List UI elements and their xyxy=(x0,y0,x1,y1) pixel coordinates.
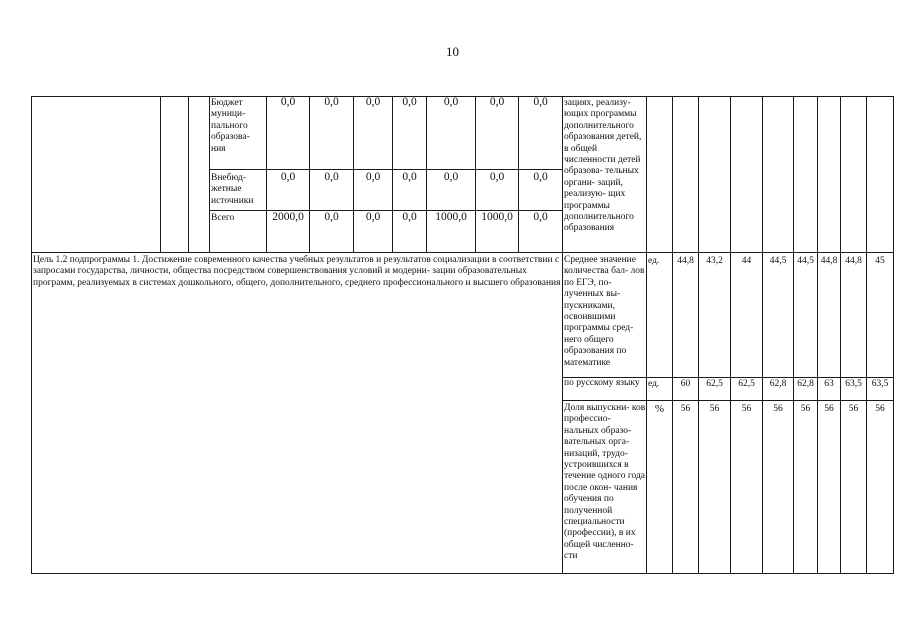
table-bottom-border xyxy=(31,573,893,574)
value-cell: 0,0 xyxy=(533,212,548,223)
value-cell: 0,0 xyxy=(324,212,339,223)
indicator-value: 62,5 xyxy=(706,379,723,389)
value-cell: 0,0 xyxy=(443,97,459,108)
indicator-value: 56 xyxy=(875,404,885,414)
row-divider xyxy=(562,400,893,401)
value-cell: 0,0 xyxy=(324,97,339,108)
value-cell: 0,0 xyxy=(489,97,505,108)
indicator-value: 56 xyxy=(680,404,691,414)
value-cell: 1000,0 xyxy=(435,212,467,223)
value-cell: 0,0 xyxy=(280,172,296,183)
row-divider xyxy=(31,252,893,253)
col-divider xyxy=(646,96,647,574)
value-cell: 0,0 xyxy=(402,97,417,108)
page-number: 10 xyxy=(446,44,459,59)
goal-text: Цель 1.2 подпрограммы 1. Достижение современного качества учебных результатов и результатов социализации в соответствии с запросами государства, личности, общества посредством совершенствования условий и модерни- зации образовательных программ, реализуемых в системах дошкольного, общего, дополнительного, среднего профессионального и высшего образования xyxy=(33,255,561,288)
indicator-value: 56 xyxy=(773,404,783,414)
col-divider xyxy=(160,96,161,252)
indicator-unit: ед. xyxy=(648,379,660,389)
row-divider xyxy=(209,169,562,170)
indicator-value: 44,8 xyxy=(677,256,694,266)
col-divider xyxy=(730,96,731,574)
table-right-border xyxy=(893,96,894,574)
indicator-value: 45 xyxy=(875,256,885,266)
indicator-value: 56 xyxy=(741,404,752,414)
indicator-value: 60 xyxy=(680,379,691,389)
indicator-value: 56 xyxy=(800,404,811,414)
row-divider xyxy=(209,210,562,211)
indicator-value: 56 xyxy=(709,404,720,414)
value-cell: 2000,0 xyxy=(272,212,304,223)
indicator-value: 63,5 xyxy=(871,379,889,389)
indicator-value: 63 xyxy=(824,379,834,389)
col-divider xyxy=(762,96,763,574)
value-cell: 0,0 xyxy=(533,172,548,183)
col-divider xyxy=(672,96,673,574)
col-divider xyxy=(866,96,867,574)
col-divider xyxy=(817,96,818,574)
indicator-unit: % xyxy=(654,404,665,415)
indicator-unit: ед. xyxy=(648,256,660,266)
source-label-total: Всего xyxy=(211,213,235,223)
col-divider xyxy=(188,96,189,252)
indicator-value: 43,2 xyxy=(706,256,723,266)
value-cell: 0,0 xyxy=(324,172,339,183)
col-divider xyxy=(793,96,794,574)
indicator-value: 62,8 xyxy=(797,379,814,389)
col-divider xyxy=(562,96,563,574)
indicator-name: Среднее значение количества бал- лов по ЕГЭ, по- лученных вы- пускниками, освоившими программы сред- него общего образования по математике xyxy=(564,255,645,368)
value-cell: 0,0 xyxy=(489,172,505,183)
col-divider xyxy=(209,96,210,252)
value-cell: 0,0 xyxy=(533,97,548,108)
indicator-name: по русскому языку xyxy=(564,378,640,388)
value-cell: 0,0 xyxy=(365,97,381,108)
col-divider xyxy=(840,96,841,574)
indicator-value: 62,5 xyxy=(738,379,755,389)
indicator-value: 63,5 xyxy=(845,379,862,389)
value-cell: 0,0 xyxy=(402,172,417,183)
indicator-value: 44,8 xyxy=(820,256,838,266)
col-divider xyxy=(698,96,699,574)
value-cell: 0,0 xyxy=(402,212,417,223)
indicator-value: 44,5 xyxy=(769,256,787,266)
value-cell: 0,0 xyxy=(365,212,381,223)
indicator-value: 44,5 xyxy=(797,256,814,266)
source-label-extrabudget: Внебюд- жетные источники xyxy=(211,173,254,206)
indicator-continuation: зациях, реализу- ющих программы дополнительного образования детей, в общей численности детей образова- тельных органи- заций, реализую- щих программы дополнительного образования xyxy=(564,98,642,234)
indicator-value: 44 xyxy=(741,256,752,266)
indicator-name: Доля выпускни- ков профессио- нальных образо- вательных орга- низаций, трудо- устроившихся в течение одного года после окон- чания обучения по полученной специальности (профессии), в их общей численно- сти xyxy=(564,403,646,562)
value-cell: 1000,0 xyxy=(481,212,513,223)
indicator-value: 56 xyxy=(824,404,834,414)
indicator-value: 56 xyxy=(848,404,859,414)
value-cell: 0,0 xyxy=(443,172,459,183)
table-left-border xyxy=(31,96,32,574)
value-cell: 0,0 xyxy=(365,172,381,183)
source-label-municipal: Бюджет муници- пального образова- ния xyxy=(211,98,250,154)
value-cell: 0,0 xyxy=(280,97,296,108)
indicator-value: 62,8 xyxy=(769,379,787,389)
indicator-value: 44,8 xyxy=(845,256,862,266)
